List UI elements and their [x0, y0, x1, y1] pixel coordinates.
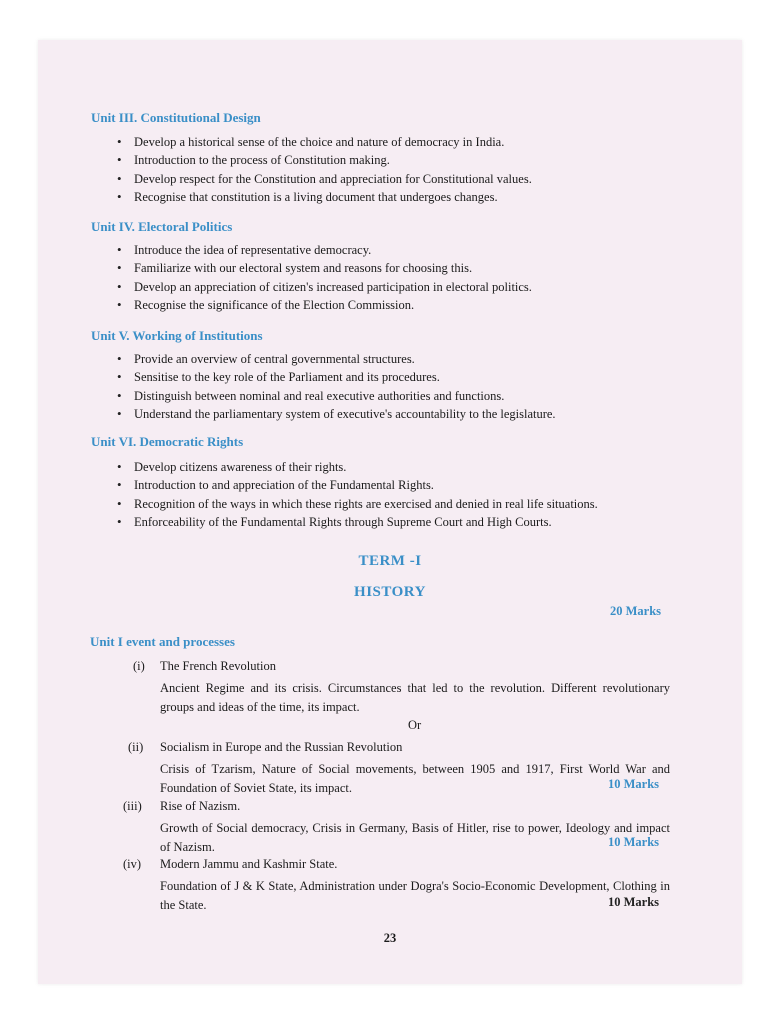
topic-title: Modern Jammu and Kashmir State.: [160, 857, 338, 871]
page-number: 23: [383, 931, 397, 945]
subject-title: HISTORY: [354, 584, 426, 600]
list-item: • Recognise the significance of the Election Commission.: [114, 296, 532, 314]
topic-marks: 10 Marks: [608, 835, 660, 849]
list-item: • Develop respect for the Constitution and appreciation for Constitutional values.: [114, 170, 532, 188]
topic-number: (i): [133, 659, 145, 673]
list-item: • Introduce the idea of representative democracy.: [114, 241, 532, 259]
or-separator: Or: [408, 718, 422, 732]
unit-heading: Unit V. Working of Institutions: [91, 328, 263, 343]
list-item: • Sensitise to the key role of the Parliament and its procedures.: [114, 368, 556, 386]
list-item: • Understand the parliamentary system of executive's accountability to the legislature.: [114, 405, 556, 423]
topic-number: (ii): [128, 740, 144, 754]
topic-description: Growth of Social democracy, Crisis in Germany, Basis of Hitler, rise to power, Ideology and impact of Nazism.: [160, 821, 670, 854]
unit-objectives-list: [114, 458, 598, 531]
list-item: • Recognise that constitution is a living document that undergoes changes.: [114, 188, 532, 206]
unit-heading: Unit VI. Democratic Rights: [91, 434, 244, 449]
list-item: • Familiarize with our electoral system and reasons for choosing this.: [114, 259, 532, 277]
unit-heading: Unit IV. Electoral Politics: [91, 219, 233, 234]
list-item: • Introduction to the process of Constitution making.: [114, 151, 532, 169]
unit-objectives-list: [114, 350, 556, 423]
list-item: • Develop an appreciation of citizen's increased participation in electoral politics.: [114, 278, 532, 296]
list-item: • Develop a historical sense of the choice and nature of democracy in India.: [114, 133, 532, 151]
unit-heading: Unit III. Constitutional Design: [91, 110, 261, 125]
unit-objectives-list: [114, 133, 532, 206]
subject-marks: 20 Marks: [610, 604, 662, 618]
topic-title: The French Revolution: [160, 659, 276, 673]
unit-heading: Unit I event and processes: [90, 634, 235, 649]
topic-title: Socialism in Europe and the Russian Revolution: [160, 740, 403, 754]
topic-description: Foundation of J & K State, Administration under Dogra's Socio-Economic Development, Clothing in the State.: [160, 879, 670, 912]
topic-marks: 10 Marks: [608, 777, 660, 791]
topic-description: Ancient Regime and its crisis. Circumstances that led to the revolution. Different revolutionary groups and ideas of the time, its impact.: [160, 681, 670, 714]
list-item: • Distinguish between nominal and real executive authorities and functions.: [114, 387, 556, 405]
topic-number: (iv): [123, 857, 142, 871]
term-title: TERM -I: [358, 553, 422, 569]
topic-number: (iii): [123, 799, 142, 813]
topic-marks: 10 Marks: [608, 895, 660, 909]
list-item: • Introduction to and appreciation of the Fundamental Rights.: [114, 476, 598, 494]
list-item: • Enforceability of the Fundamental Rights through Supreme Court and High Courts.: [114, 513, 598, 531]
unit-objectives-list: [114, 241, 532, 314]
topic-title: Rise of Nazism.: [160, 799, 241, 813]
list-item: • Develop citizens awareness of their rights.: [114, 458, 598, 476]
list-item: • Recognition of the ways in which these rights are exercised and denied in real life situations.: [114, 495, 598, 513]
list-item: • Provide an overview of central governmental structures.: [114, 350, 556, 368]
topic-description: Crisis of Tzarism, Nature of Social movements, between 1905 and 1917, First World War and Foundation of Soviet State, its impact.: [160, 762, 670, 795]
